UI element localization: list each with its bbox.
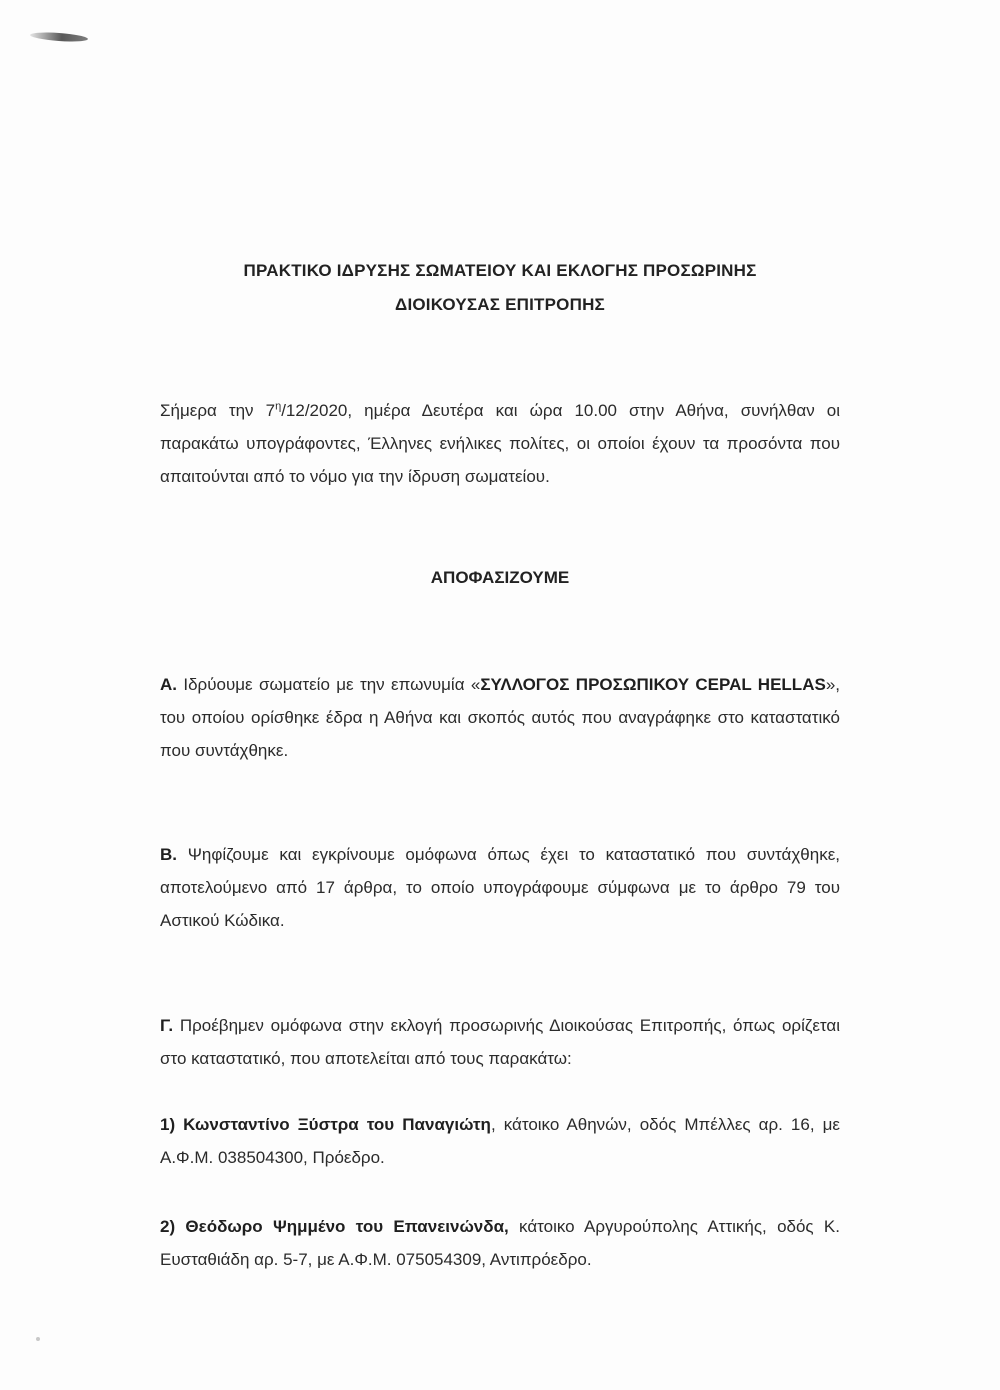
section-g-paragraph xyxy=(160,1009,840,1075)
intro-ordinal-superscript: η xyxy=(275,400,282,413)
intro-text-start: Σήμερα την 7 xyxy=(160,401,276,420)
intro-text-rest: /12/2020, ημέρα Δευτέρα και ώρα 10.00 στην Αθήνα, συνήλθαν οι παρακάτω υπογράφοντες, Έλληνες ενήλικες πολίτες, οι οποίοι έχουν τα προσόντα που απαιτούνται από το νόμο για την ίδρυση σωματείου. xyxy=(160,401,841,486)
section-b-text: Ψηφίζουμε και εγκρίνουμε ομόφωνα όπως έχει το καταστατικό που συντάχθηκε, αποτελούμενο από 17 άρθρα, το οποίο υπογράφουμε σύμφωνα με το άρθρο 79 του Αστικού Κώδικα. xyxy=(160,845,840,930)
document-title-line-1: ΠΡΑΚΤΙΚΟ ΙΔΡΥΣΗΣ ΣΩΜΑΤΕΙΟΥ ΚΑΙ ΕΚΛΟΓΗΣ ΠΡΟΣΩΡΙΝΗΣ xyxy=(243,261,757,280)
section-g-text: Προέβημεν ομόφωνα στην εκλογή προσωρινής Διοικούσας Επιτροπής, όπως ορίζεται στο καταστατικό, που αποτελείται από τους παρακάτω: xyxy=(160,1016,840,1068)
decision-heading: ΑΠΟΦΑΣΙΖΟΥΜΕ xyxy=(430,568,570,587)
association-name: ΣΥΛΛΟΓΟΣ ΠΡΟΣΩΠΙΚΟΥ CEPAL HELLAS xyxy=(480,675,826,694)
member-2-name: 2) Θεόδωρο Ψημμένο του Επανεινώνδα, xyxy=(160,1217,509,1236)
member-1-details: , κάτοικο Αθηνών, οδός Μπέλλες αρ. 16, με Α.Φ.Μ. 038504300, Πρόεδρο. xyxy=(160,1115,840,1167)
member-2-details: κάτοικο Αργυρούπολης Αττικής, οδός Κ. Ευσταθιάδη αρ. 5-7, με Α.Φ.Μ. 075054309, Αντιπρόεδρο. xyxy=(160,1217,840,1269)
scan-artifact-mark xyxy=(30,31,88,43)
section-a-marker: Α. xyxy=(160,675,177,694)
section-b-marker: Β. xyxy=(160,845,177,864)
section-a-paragraph xyxy=(160,668,840,767)
member-1-name: 1) Κωνσταντίνο Ξύστρα του Παναγιώτη xyxy=(160,1115,491,1134)
document-title-line-2: ΔΙΟΙΚΟΥΣΑΣ ΕΠΙΤΡΟΠΗΣ xyxy=(395,295,605,314)
section-b-paragraph xyxy=(160,838,840,937)
scan-artifact-dot xyxy=(36,1337,40,1341)
section-a-text-1: Ιδρύουμε σωματείο με την επωνυμία « xyxy=(177,675,481,694)
committee-member-1 xyxy=(160,1108,840,1174)
committee-member-2 xyxy=(160,1210,840,1276)
intro-paragraph xyxy=(160,394,840,493)
section-g-marker: Γ. xyxy=(160,1016,174,1035)
section-a-text-2: », του οποίου ορίσθηκε έδρα η Αθήνα και σκοπός αυτός που αναγράφηκε στο καταστατικό που συντάχθηκε. xyxy=(160,675,840,760)
